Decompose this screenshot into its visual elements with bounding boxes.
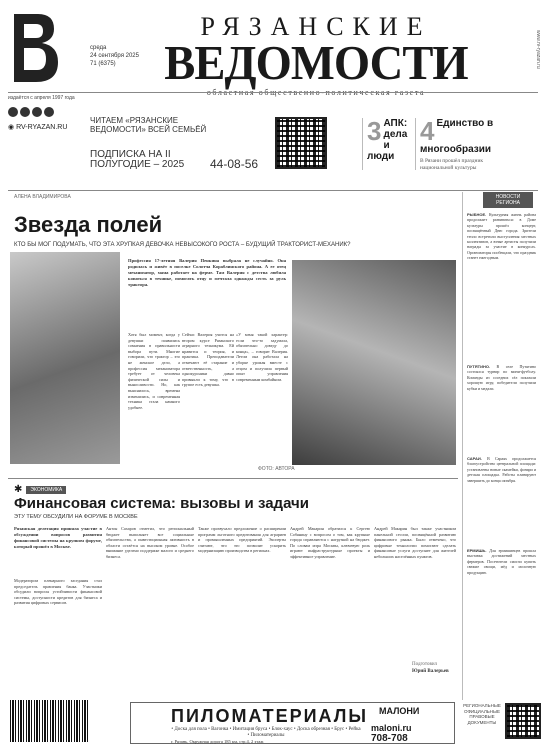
teaser-2[interactable] bbox=[415, 118, 495, 170]
news-city: ЕРМИШЬ. bbox=[467, 548, 487, 553]
article2-title[interactable]: Финансовая система: вызовы и задачи bbox=[14, 495, 309, 512]
social-icons bbox=[8, 107, 54, 117]
article2-column: Также прозвучало предложение о расширении программ льготного кредитования для аграриев и промышленных предприятий. Эксперты считают, что это позволит ускорить модернизацию производства в регионах. bbox=[198, 526, 286, 554]
article-column: Сейчас Валерия учится на втором курсе Рязанского аграрного техникума. Ей нравится и теория, и практика. Преподаватели отмечают её старание и ответственность, а однокурсники давно привыкли к тому, что в группе есть девушка. bbox=[182, 332, 234, 388]
divider bbox=[8, 478, 458, 479]
article2-column: Андрей Макарин был также участником панельной сессии, посвящённой развитию финансового рынка. Было отмечено, что цифровые технологии помогают сделать финансовые услуги доступнее для жителей небольших населённых пунктов. bbox=[374, 526, 456, 559]
issue-info bbox=[90, 44, 139, 68]
issue-date: 24 сентября 2025 bbox=[90, 53, 139, 59]
article-photo-tractor bbox=[292, 260, 456, 465]
promo-text: ЧИТАЕМ «РЯЗАНСКИЕ ВЕДОМОСТИ» ВСЕЙ СЕМЬЁЙ bbox=[90, 116, 207, 134]
article2-lead: ЭТУ ТЕМУ ОБСУДИЛИ НА ФОРУМЕ В МОСКВЕ bbox=[14, 514, 138, 520]
ad-products: • Доска для пола • Вагонка • Имитация бруса • Блок-хаус • Доска обрезная • Брус • Рейка • Пиломатериалы bbox=[171, 727, 361, 738]
news-text: Для ермишинцев прошла выставка достижений местных фермеров. Посетители смогли купить свежие овощи, мёд и молочную продукцию. bbox=[467, 548, 536, 575]
teaser-title: Единство в многообразии bbox=[420, 118, 494, 155]
news-city: РЫБНОЕ. bbox=[467, 212, 487, 217]
ok-icon[interactable] bbox=[32, 107, 42, 117]
ad-site: maloni.ru bbox=[371, 723, 412, 733]
article-author-rubric: АЛЕНА ВЛАДИМИРОВА bbox=[14, 194, 71, 200]
regional-documents-note: РЕГИОНАЛЬНЫЕ ОФИЦИАЛЬНЫЕ ПРАВОВЫЕ ДОКУМЕНТЫ bbox=[463, 703, 501, 725]
news-text: Культурная жизнь района продолжает развиваться: в Доме культуры прошёл концерт, посвящённый Дню города. Зрители тепло встретили выступления местных коллективов, а юные артисты получили награды за участие в конкурсах. Организаторы пообещали, что праздник станет ежегодным. bbox=[467, 212, 536, 261]
qr-code-bottom[interactable] bbox=[505, 703, 541, 739]
news-city: ПУТЯТИНО. bbox=[467, 364, 491, 369]
sidebar-news bbox=[462, 192, 540, 700]
article-title[interactable]: Звезда полей bbox=[14, 212, 163, 237]
article-lead: КТО БЫ МОГ ПОДУМАТЬ, ЧТО ЭТА ХРУПКАЯ ДЕВОЧКА НЕВЫСОКОГО РОСТА – БУДУЩИЙ ТРАКТОРИСТ-МЕХАНИК? bbox=[14, 242, 351, 248]
sidebar-heading: НОВОСТИ РЕГИОНА bbox=[483, 192, 533, 208]
article2-author: Юрий Валерьев bbox=[412, 669, 449, 674]
ad-phone: 708-708 bbox=[371, 733, 408, 744]
photo-credit: ФОТО: АВТОРА bbox=[258, 466, 295, 472]
article2-column: Антон Сахаров отметил, что региональный бюджет выполняет все социальные обязательства, а инвестиционная активность в области остаётся на высоком уровне. Особое внимание уделено поддержке малого и среднего бизнеса. bbox=[106, 526, 194, 559]
newspaper-logo bbox=[10, 10, 62, 86]
news-item[interactable] bbox=[467, 364, 536, 452]
teaser-1[interactable] bbox=[362, 118, 412, 170]
news-item[interactable] bbox=[467, 456, 536, 544]
teaser-page: 4 bbox=[420, 116, 435, 146]
site-link[interactable] bbox=[8, 123, 67, 131]
barcode bbox=[10, 700, 90, 742]
news-text: В Сараях продолжается благоустройство центральной площади: установлены новые скамейки, фонари и детская площадка. Работы планируют завершить до конца октября. bbox=[467, 456, 536, 483]
article2-column: Модератором пленарного заседания стал председатель правления банка. Участники обсудили вопросы устойчивости финансовой системы, доступности кредитов для бизнеса и развития цифровых сервисов. bbox=[14, 578, 102, 606]
rubric-chip: ЭКОНОМИКА bbox=[26, 486, 66, 494]
founded-info: издаётся с апреля 1997 года bbox=[8, 95, 75, 101]
site-label: RV-RYAZAN.RU bbox=[16, 124, 68, 131]
author-label: Подготовил bbox=[412, 662, 438, 667]
article-intro: Профессия 17-летняя Валерия Пенкина выбрала не случайно. Она родилась и живёт в поселке Солотча Кораблинского района. А ее отец механизатор, мама работает на ферме. Там Валерия с детства любила копаться в технике, помогать отцу и мечтала однажды сесть за руль трактора. bbox=[128, 258, 286, 287]
teaser-subtitle: В Рязани прошёл праздник национальной культуры bbox=[420, 158, 484, 171]
globe-icon: ◉ bbox=[8, 124, 17, 131]
issue-number: 71 (6375) bbox=[90, 61, 116, 67]
news-item[interactable] bbox=[467, 548, 536, 628]
article-photo-girl bbox=[10, 252, 120, 464]
divider bbox=[8, 190, 538, 191]
subscription-text: ПОДПИСКА НА II ПОЛУГОДИЕ – 2025 bbox=[90, 149, 185, 170]
puzzle-icon: ✱ bbox=[14, 484, 23, 495]
age-rating-icon bbox=[8, 107, 18, 117]
news-city: САРАИ. bbox=[467, 456, 482, 461]
ad-brand: МАЛОНИ bbox=[379, 706, 420, 716]
masthead-title-main: ВЕДОМОСТИ bbox=[164, 35, 468, 90]
vertical-note: www.rv-ryazan.ru bbox=[535, 30, 541, 69]
article-column: Хотя был момент, когда у девушки появились сомнения в правильности выбора пути. Многие говорили, что трактор – это не женское дело, а профессия механизатора требует от человека физической силы и выносливости. Но, как выяснилось, времена изменились, и современная техника стала намного удобнее. bbox=[128, 332, 180, 410]
ad-title: ПИЛОМАТЕРИАЛЫ bbox=[171, 706, 369, 726]
subscription-phone: 44-08-56 bbox=[210, 157, 259, 171]
article2-rubric bbox=[14, 484, 66, 495]
masthead bbox=[140, 14, 492, 97]
qr-code[interactable] bbox=[275, 117, 327, 169]
article2-column: Андрей Макарин обратился к Сергею Собянину с вопросом о том, как крупные города справляются с нагрузкой на бюджет. По словам мэра Москвы, ключевую роль играют инфраструктурные проекты и эффективное управление. bbox=[290, 526, 370, 559]
issue-day: среда bbox=[90, 45, 107, 51]
masthead-title-top: РЯЗАНСКИЕ bbox=[200, 12, 432, 41]
telegram-icon[interactable] bbox=[44, 107, 54, 117]
news-item[interactable] bbox=[467, 212, 536, 360]
teaser-title: АПК: дела и люди bbox=[367, 118, 408, 162]
article2-intro: Рязанская делегация приняла участие в обсуждении вопросов развития финансовой системы на крупном форуме, который прошёл в Москве. bbox=[14, 526, 102, 549]
article-column: «У меня такой характер: если что-то задумала, обязательно доведу до конца», – говорит Валерия. Летом она работала на уборке урожая вместе с отцом и получила первый опыт управления современным комбайном. bbox=[236, 332, 288, 382]
masthead-tagline: областная общественно-политическая газета bbox=[206, 88, 426, 97]
ad-address: г. Рязань, Окружная дорога 185 км, стр.4, 2 этаж bbox=[171, 739, 264, 744]
vk-icon[interactable] bbox=[20, 107, 30, 117]
divider bbox=[8, 92, 538, 93]
advertisement[interactable] bbox=[130, 702, 455, 744]
teaser-page: 3 bbox=[367, 116, 382, 146]
news-text: В селе Путятино состоялся турнир по мини-футболу. Команды из соседних сёл показали хорошую игру, победители получили кубки и медали. bbox=[467, 364, 536, 391]
